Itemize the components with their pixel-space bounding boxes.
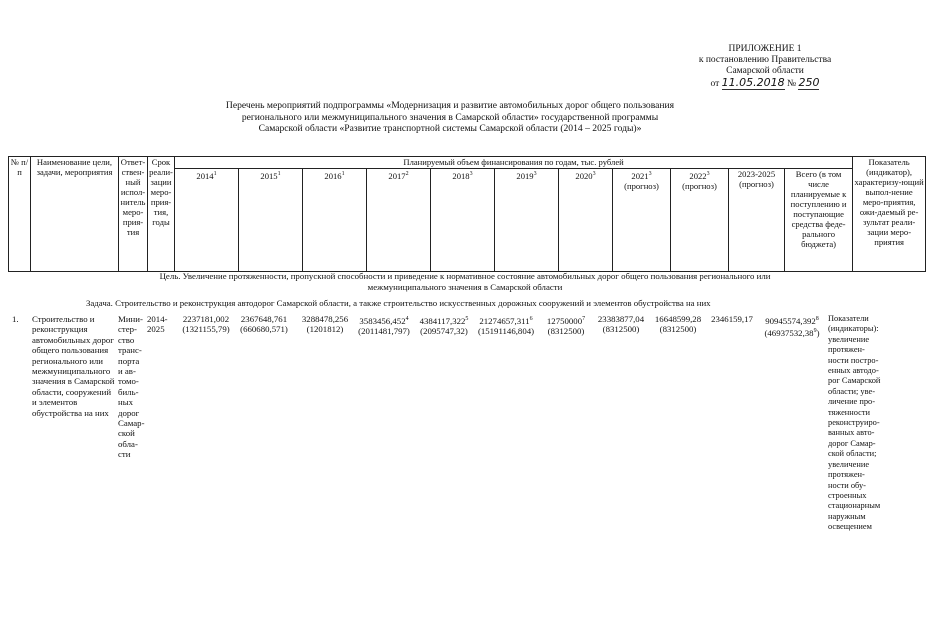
value-2018: 4384117,322$^5$ (2095747,32) [419, 315, 469, 337]
title-line-3: Самарской области «Развитие транспортной системы Самарской области (2014 – 2025 годы)» [258, 123, 642, 134]
task-text: Задача. Строительство и реконструкция автодорог Самарской области, а также строительство искусственных дорожных сооружений и элементов обустройства на них [86, 298, 711, 308]
value-2015: 2367648,761 (660680,571) [240, 314, 288, 335]
appendix-header [665, 44, 865, 90]
value-2019: 21274657,311$^6$ (15191146,804) [477, 315, 535, 337]
row-indicator: Показатели (индикаторы): увеличение протяжен- ности постро- енных автодо- рог Самарской области; уве- личение про- тяженности реконструиро- ванных авто- дорог Самар- ской области; увеличение протяжен- ности обу- строенных стационарным наружным освещением [828, 314, 881, 532]
row-executor: Мини- стер- ство транс- порта и ав- томо- биль- ных дорог Самар- ской обла- сти [118, 314, 145, 460]
year-2020: 2020$^3$ [559, 169, 613, 272]
title-line-1: Перечень мероприятий подпрограммы «Модернизация и развитие автомобильных дорог общего пользования [225, 100, 675, 111]
value-2016: 3288478,256 (1201812) [301, 314, 349, 335]
col-indicator: Показатель (индикатор), характеризу-ющий выпол-нение меро-приятия, ожи-даемый ре-зультат реали-зации меро-приятия [853, 157, 926, 272]
year-2022: 2022$^3$ (прогноз) [671, 169, 729, 272]
col-num: № п/п [9, 157, 31, 272]
col-name: Наименование цели, задачи, мероприятия [31, 157, 119, 272]
year-2018: 2018$^3$ [431, 169, 495, 272]
value-2022: 16648599,28 (8312500) [654, 314, 702, 335]
title-line-2: регионального или межмуниципального значения в Самарской области» государственной программы [241, 111, 659, 123]
year-2014: 2014$^1$ [175, 169, 239, 272]
year-2023-2025: 2023-2025 (прогноз) [729, 169, 785, 272]
value-total: 90945574,392$^8$ (46937532,38$^9$) [764, 315, 820, 339]
document-title [160, 100, 740, 135]
col-executor: Ответ-ствен-ный испол-нитель меро-прия-тия [119, 157, 148, 272]
funding-table-header [8, 156, 926, 272]
year-2015: 2015$^1$ [239, 169, 303, 272]
number-value: 250 [798, 76, 820, 89]
value-2023-2025: 2346159,17 [711, 314, 753, 324]
value-2017: 3583456,452$^4$ (2011481,797) [358, 315, 410, 337]
year-2019: 2019$^3$ [495, 169, 559, 272]
appendix-line-1: к постановлению Правительства [698, 55, 832, 65]
number-prefix: № [787, 79, 797, 89]
col-funding: Планируемый объем финансирования по годам, тыс. рублей [175, 157, 853, 169]
col-term: Срок реали-зации меро-прия-тия, годы [148, 157, 175, 272]
appendix-title: ПРИЛОЖЕНИЕ 1 [728, 44, 802, 54]
year-2021: 2021$^3$ (прогноз) [613, 169, 671, 272]
value-2014: 2237181,002 (1321155,79) [182, 314, 230, 335]
appendix-line-2: Самарской области [726, 66, 804, 76]
row-num: 1. [12, 314, 19, 324]
year-2016: 2016$^1$ [303, 169, 367, 272]
row-name: Строительство и реконструкция автомобильных дорог общего пользования регионального или межмуниципального значения в Самарской области, сооружений и элементов обустройства на них [32, 314, 115, 418]
goal-text: Цель. Увеличение протяженности, пропускной способности и приведение к нормативное состояние автомобильных дорог общего пользования регионального или межмуниципального значения в Самарской области [159, 271, 771, 292]
year-2017: 2017$^2$ [367, 169, 431, 272]
date-prefix: от [710, 79, 720, 89]
col-total: Всего (в том числе планируемые к поступлению и поступающие средства феде-рального бюджета) [785, 169, 853, 272]
date-value: 11.05.2018 [721, 76, 785, 89]
value-2020: 12750000$^7$ (8312500) [546, 315, 586, 337]
row-term: 2014- 2025 [147, 314, 168, 335]
appendix-date-line [665, 77, 865, 90]
value-2021: 23383877,04 (8312500) [597, 314, 645, 335]
